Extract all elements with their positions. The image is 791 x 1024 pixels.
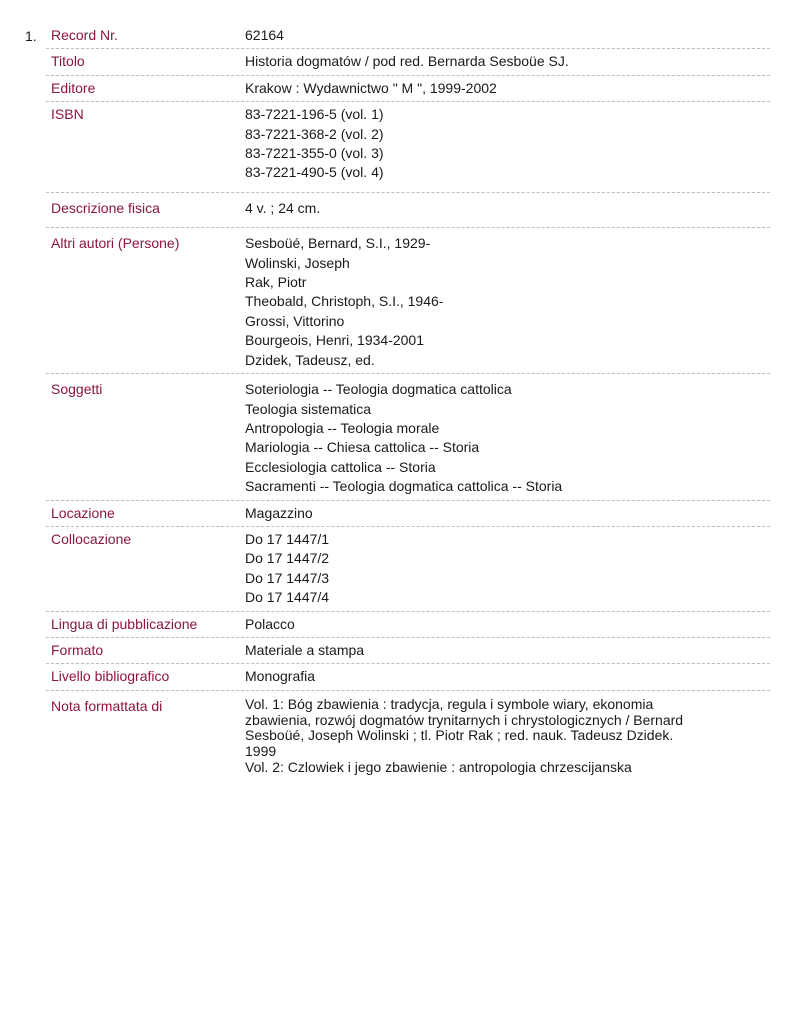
field-value: Soteriologia -- Teologia dogmatica cattolica bbox=[245, 381, 512, 398]
field-values-record-nr bbox=[243, 26, 770, 45]
field-value: Theobald, Christoph, S.I., 1946- bbox=[245, 293, 444, 310]
field-row-nota-formattata bbox=[46, 691, 770, 779]
field-row-record-nr bbox=[46, 23, 770, 49]
field-label-formato: Formato bbox=[51, 641, 104, 658]
field-value: 83-7221-368-2 (vol. 2) bbox=[245, 125, 384, 142]
field-value: Sesboüé, Bernard, S.I., 1929- bbox=[245, 235, 431, 252]
field-label-descrizione-fisica: Descrizione fisica bbox=[51, 199, 160, 216]
field-row-titolo bbox=[46, 49, 770, 75]
field-values-soggetti bbox=[243, 380, 770, 496]
field-value: Historia dogmatów / pod red. Bernarda Sesboüe SJ. bbox=[245, 53, 569, 70]
field-values-formato bbox=[243, 641, 770, 660]
field-value: Vol. 2: Czlowiek i jego zbawienie : antropologia chrzescijanska bbox=[245, 758, 632, 775]
field-value: 4 v. ; 24 cm. bbox=[245, 199, 321, 216]
field-label-altri-autori: Altri autori (Persone) bbox=[51, 235, 180, 252]
field-row-altri-autori bbox=[46, 228, 770, 374]
field-label-nota-formattata: Nota formattata di bbox=[51, 697, 163, 714]
field-row-editore bbox=[46, 76, 770, 102]
field-row-livello-bibliografico bbox=[46, 664, 770, 690]
field-value: Antropologia -- Teologia morale bbox=[245, 419, 440, 436]
field-value: Sacramenti -- Teologia dogmatica cattolica -- Storia bbox=[245, 478, 563, 495]
field-row-locazione bbox=[46, 501, 770, 527]
field-row-isbn bbox=[46, 102, 770, 193]
field-values-nota-formattata bbox=[243, 697, 770, 776]
field-label-collocazione: Collocazione bbox=[51, 530, 132, 547]
field-value: Materiale a stampa bbox=[245, 641, 365, 658]
field-value: Monografia bbox=[245, 668, 316, 685]
field-value: Magazzino bbox=[245, 504, 313, 521]
field-label-livello-bibliografico: Livello bibliografico bbox=[51, 668, 170, 685]
field-value: 83-7221-196-5 (vol. 1) bbox=[245, 106, 384, 123]
field-value: Do 17 1447/3 bbox=[245, 569, 330, 586]
field-value: Mariologia -- Chiesa cattolica -- Storia bbox=[245, 439, 480, 456]
field-values-locazione bbox=[243, 504, 770, 523]
field-value: 1999 bbox=[245, 743, 277, 760]
field-row-descrizione-fisica bbox=[46, 193, 770, 228]
field-value: Sesboüé, Joseph Wolinski ; tl. Piotr Rak ; red. nauk. Tadeusz Dzidek. bbox=[245, 727, 674, 744]
record-index: 1. bbox=[25, 28, 37, 44]
field-value: Do 17 1447/1 bbox=[245, 530, 330, 547]
field-values-livello-bibliografico bbox=[243, 667, 770, 686]
field-value: Wolinski, Joseph bbox=[245, 254, 350, 271]
field-values-titolo bbox=[243, 52, 770, 71]
field-value: Teologia sistematica bbox=[245, 400, 372, 417]
field-label-soggetti: Soggetti bbox=[51, 381, 103, 398]
field-values-lingua bbox=[243, 615, 770, 634]
field-value: Dzidek, Tadeusz, ed. bbox=[245, 351, 375, 368]
field-value: zbawienia, rozwój dogmatów trynitarnych i chrystologicznych / Bernard bbox=[245, 711, 684, 728]
field-values-isbn bbox=[243, 105, 770, 183]
field-values-collocazione bbox=[243, 530, 770, 608]
field-value: 62164 bbox=[245, 27, 284, 43]
field-value: Polacco bbox=[245, 615, 295, 632]
field-value: Rak, Piotr bbox=[245, 274, 307, 291]
field-value: Krakow : Wydawnictwo " M ", 1999-2002 bbox=[245, 79, 497, 96]
field-value: Vol. 1: Bóg zbawienia : tradycja, regula i symbole wiary, ekonomia bbox=[245, 695, 654, 712]
field-label-record-nr: Record Nr. bbox=[51, 27, 118, 43]
field-value: Do 17 1447/2 bbox=[245, 550, 330, 567]
field-value: Grossi, Vittorino bbox=[245, 312, 345, 329]
field-value: 83-7221-355-0 (vol. 3) bbox=[245, 145, 384, 162]
field-values-altri-autori bbox=[243, 234, 770, 370]
field-label-lingua: Lingua di pubblicazione bbox=[51, 615, 198, 632]
field-label-locazione: Locazione bbox=[51, 504, 115, 521]
field-value: 83-7221-490-5 (vol. 4) bbox=[245, 164, 384, 181]
field-row-soggetti bbox=[46, 374, 770, 500]
field-values-descrizione-fisica bbox=[243, 199, 770, 218]
field-value: Bourgeois, Henri, 1934-2001 bbox=[245, 332, 425, 349]
field-label-titolo: Titolo bbox=[51, 53, 85, 70]
field-label-isbn: ISBN bbox=[51, 106, 84, 123]
field-label-editore: Editore bbox=[51, 79, 96, 96]
record-field-table bbox=[46, 23, 770, 779]
field-value: Do 17 1447/4 bbox=[245, 589, 330, 606]
field-values-editore bbox=[243, 79, 770, 98]
field-value: Ecclesiologia cattolica -- Storia bbox=[245, 458, 436, 475]
field-row-collocazione bbox=[46, 527, 770, 612]
field-row-lingua bbox=[46, 612, 770, 638]
field-row-formato bbox=[46, 638, 770, 664]
